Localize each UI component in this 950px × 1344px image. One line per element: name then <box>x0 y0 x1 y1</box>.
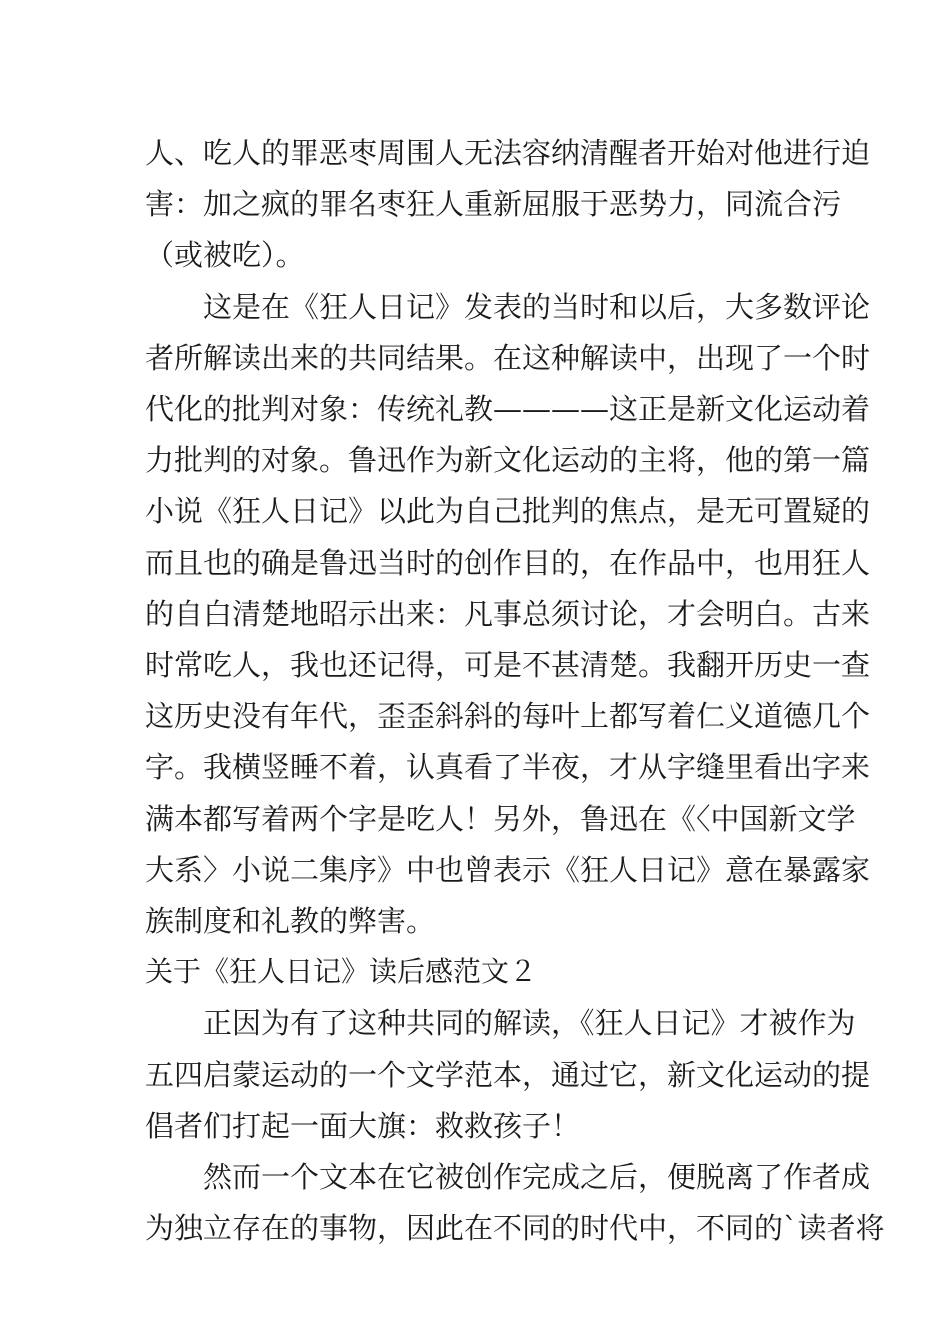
text-line: 时常吃人，我也还记得，可是不甚清楚。我翻开历史一查 <box>145 648 871 682</box>
paragraph-first-line: 然而一个文本在它被创作完成之后，便脱离了作者成 <box>203 1160 871 1194</box>
text-line: 而且也的确是鲁迅当时的创作目的，在作品中，也用狂人 <box>145 546 871 580</box>
text-line: 满本都写着两个字是吃人！另外，鲁迅在《〈中国新文学 <box>145 802 856 836</box>
paragraph-first-line: 正因为有了这种共同的解读，《狂人日记》才被作为 <box>203 1006 856 1040</box>
text-line: 力批判的对象。鲁迅作为新文化运动的主将，他的第一篇 <box>145 443 871 477</box>
text-line: 五四启蒙运动的一个文学范本，通过它，新文化运动的提 <box>145 1058 871 1092</box>
paragraph-first-line: 这是在《狂人日记》发表的当时和以后，大多数评论 <box>203 290 871 324</box>
text-line: 这历史没有年代，歪歪斜斜的每叶上都写着仁义道德几个 <box>145 699 871 733</box>
text-line: 小说《狂人日记》以此为自己批判的焦点，是无可置疑的 <box>145 494 871 528</box>
text-line: （或被吃）。 <box>145 238 305 272</box>
text-line: 者所解读出来的共同结果。在这种解读中，出现了一个时 <box>145 341 871 375</box>
text-line: 的自白清楚地昭示出来：凡事总须讨论，才会明白。古来 <box>145 597 871 631</box>
text-line: 为独立存在的事物，因此在不同的时代中，不同的`读者将 <box>145 1211 885 1245</box>
text-line: 害：加之疯的罪名枣狂人重新屈服于恶势力，同流合污 <box>145 187 842 221</box>
text-line: 人、吃人的罪恶枣周围人无法容纳清醒者开始对他进行迫 <box>145 136 871 170</box>
text-line: 大系〉小说二集序》中也曾表示《狂人日记》意在暴露家 <box>145 853 871 887</box>
text-line: 字。我横竖睡不着，认真看了半夜，才从字缝里看出字来 <box>145 750 871 784</box>
section-heading: 关于《狂人日记》读后感范文２ <box>145 955 538 988</box>
text-line: 代化的批判对象：传统礼教————这正是新文化运动着 <box>145 392 871 426</box>
text-line: 倡者们打起一面大旗：救救孩子！ <box>145 1109 581 1143</box>
text-line: 族制度和礼教的弊害。 <box>145 904 436 938</box>
